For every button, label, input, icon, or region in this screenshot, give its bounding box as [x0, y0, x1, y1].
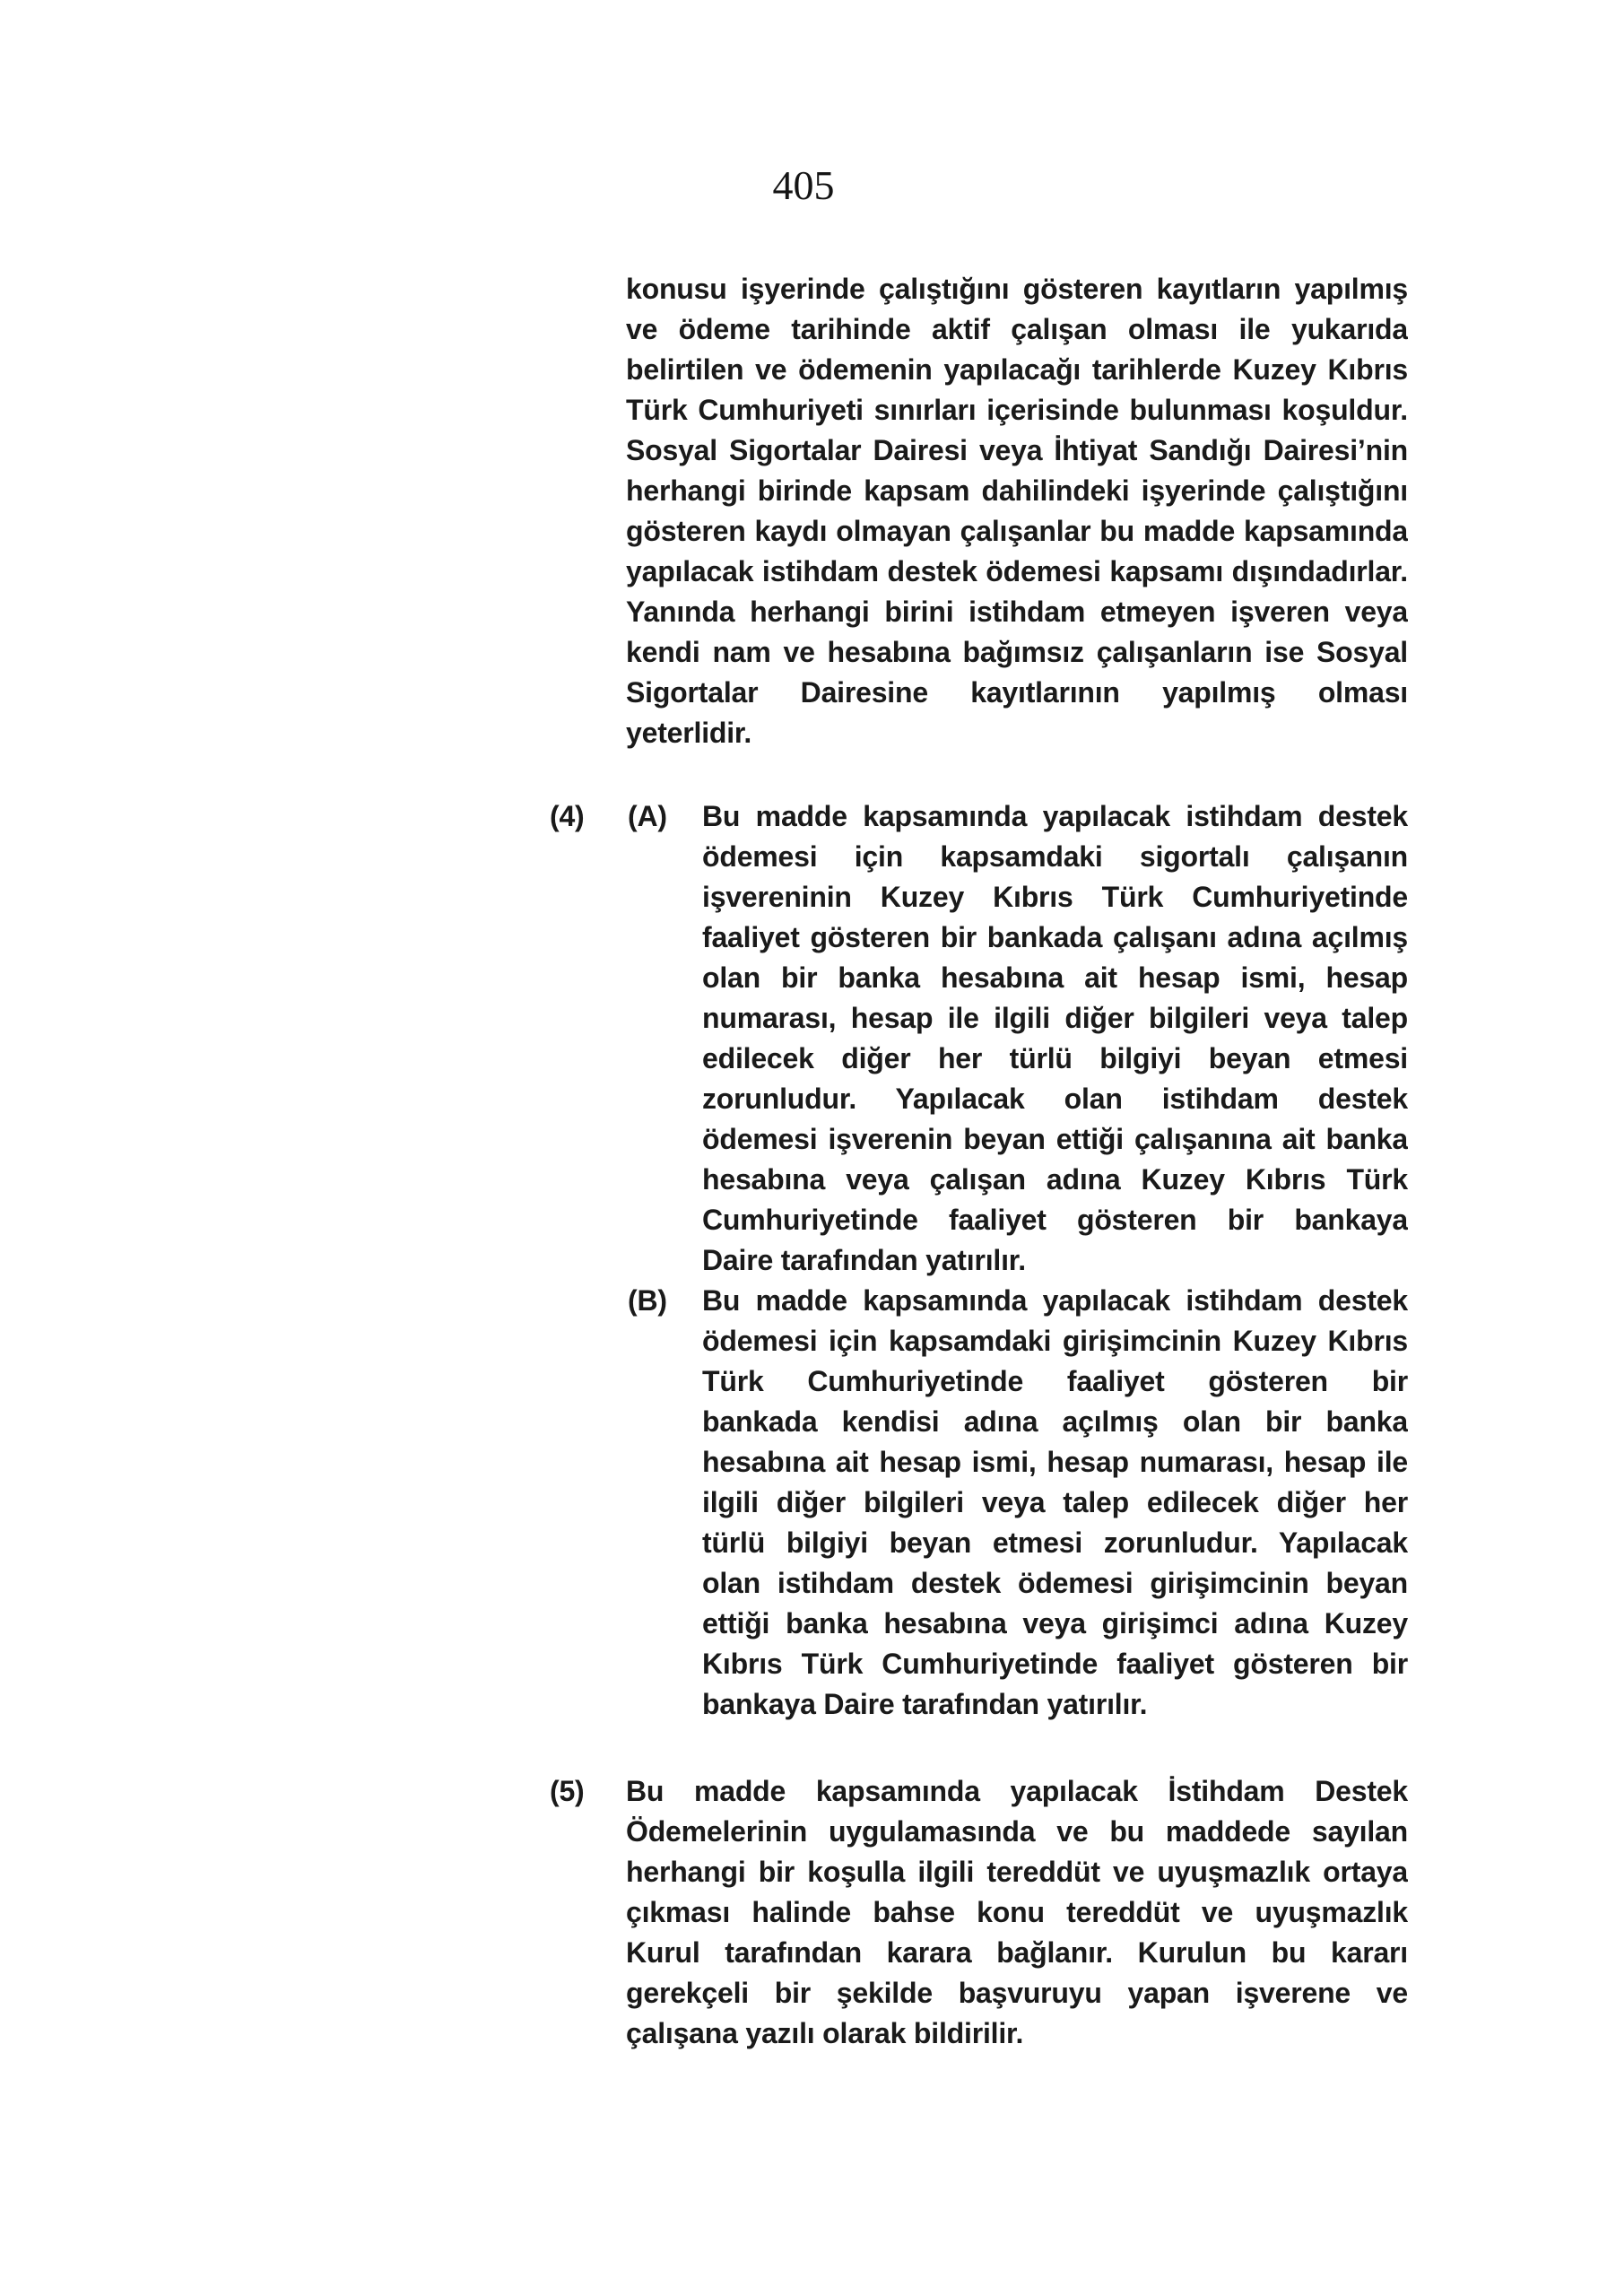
text-line: konusu işyerinde çalıştığını gösteren kayıtların yapılmış	[626, 273, 1408, 305]
text-line: numarası, hesap ile ilgili diğer bilgileri veya talep	[702, 1002, 1408, 1034]
text-line: ödemesi için kapsamdaki girişimcinin Kuzey Kıbrıs	[702, 1325, 1408, 1357]
text-line: işvereninin Kuzey Kıbrıs Türk Cumhuriyetinde	[702, 881, 1408, 913]
clause-4a-marker: (A)	[628, 800, 667, 832]
clause-4b-text	[702, 1281, 1408, 1725]
text-line: ödemesi için kapsamdaki sigortalı çalışanın	[702, 840, 1408, 873]
text-line: herhangi birinde kapsam dahilindeki işyerinde çalıştığını	[626, 474, 1408, 507]
text-line: Bu madde kapsamında yapılacak İstihdam Destek	[626, 1775, 1408, 1807]
text-line: ettiği banka hesabına veya girişimci adına Kuzey	[702, 1607, 1408, 1639]
text-line: Türk Cumhuriyetinde faaliyet gösteren bir	[702, 1365, 1408, 1397]
text-line: Kurul tarafından karara bağlanır. Kurulun bu kararı	[626, 1936, 1408, 1969]
text-line: Ödemelerinin uygulamasında ve bu maddede sayılan	[626, 1815, 1408, 1848]
intro-paragraph	[626, 269, 1408, 753]
text-line: Bu madde kapsamında yapılacak istihdam destek	[702, 1284, 1408, 1317]
text-line: faaliyet gösteren bir bankada çalışanı adına açılmış	[702, 921, 1408, 953]
text-line: bankada kendisi adına açılmış olan bir banka	[702, 1405, 1408, 1438]
text-line: ve ödeme tarihinde aktif çalışan olması ile yukarıda	[626, 313, 1408, 345]
text-line: olan bir banka hesabına ait hesap ismi, hesap	[702, 961, 1408, 994]
text-line: türlü bilgiyi beyan etmesi zorunludur. Yapılacak	[702, 1526, 1408, 1559]
text-line: Sosyal Sigortalar Dairesi veya İhtiyat Sandığı Dairesi’nin	[626, 434, 1408, 466]
clause-4b-marker: (B)	[628, 1284, 667, 1317]
text-line: herhangi bir koşulla ilgili tereddüt ve uyuşmazlık ortaya	[626, 1856, 1408, 1888]
text-line: hesabına veya çalışan adına Kuzey Kıbrıs Türk	[702, 1163, 1408, 1196]
clause-5-marker: (5)	[550, 1775, 585, 1807]
text-line: kendi nam ve hesabına bağımsız çalışanların ise Sosyal	[626, 636, 1408, 668]
text-line: Yanında herhangi birini istihdam etmeyen işveren veya	[626, 596, 1408, 628]
text-line: edilecek diğer her türlü bilgiyi beyan etmesi	[702, 1042, 1408, 1074]
clause-4a-text	[702, 796, 1408, 1281]
text-line: yapılacak istihdam destek ödemesi kapsamı dışındadırlar.	[626, 555, 1408, 587]
text-line: Daire tarafından yatırılır.	[702, 1244, 1026, 1276]
page-number: 405	[772, 162, 835, 208]
text-line: yeterlidir.	[626, 717, 752, 749]
text-line: hesabına ait hesap ismi, hesap numarası, hesap ile	[702, 1446, 1408, 1478]
clause-4-marker: (4)	[550, 800, 585, 832]
text-line: zorunludur. Yapılacak olan istihdam destek	[702, 1083, 1408, 1115]
text-line: belirtilen ve ödemenin yapılacağı tarihlerde Kuzey Kıbrıs	[626, 353, 1408, 386]
text-line: Türk Cumhuriyeti sınırları içerisinde bulunması koşuldur.	[626, 394, 1408, 426]
clause-5-text	[626, 1771, 1408, 2054]
text-line: çalışana yazılı olarak bildirilir.	[626, 2017, 1024, 2049]
text-line: Sigortalar Dairesine kayıtlarının yapılmış olması	[626, 676, 1408, 709]
text-line: ödemesi işverenin beyan ettiği çalışanına ait banka	[702, 1123, 1408, 1155]
text-line: bankaya Daire tarafından yatırılır.	[702, 1688, 1148, 1720]
text-line: Kıbrıs Türk Cumhuriyetinde faaliyet gösteren bir	[702, 1648, 1408, 1680]
text-line: Cumhuriyetinde faaliyet gösteren bir bankaya	[702, 1204, 1408, 1236]
text-line: çıkması halinde bahse konu tereddüt ve uyuşmazlık	[626, 1896, 1408, 1928]
text-line: olan istihdam destek ödemesi girişimcinin beyan	[702, 1567, 1408, 1599]
text-line: Bu madde kapsamında yapılacak istihdam destek	[702, 800, 1408, 832]
text-line: gösteren kaydı olmayan çalışanlar bu madde kapsamında	[626, 515, 1408, 547]
text-line: gerekçeli bir şekilde başvuruyu yapan işverene ve	[626, 1977, 1408, 2009]
text-line: ilgili diğer bilgileri veya talep edilecek diğer her	[702, 1486, 1408, 1518]
